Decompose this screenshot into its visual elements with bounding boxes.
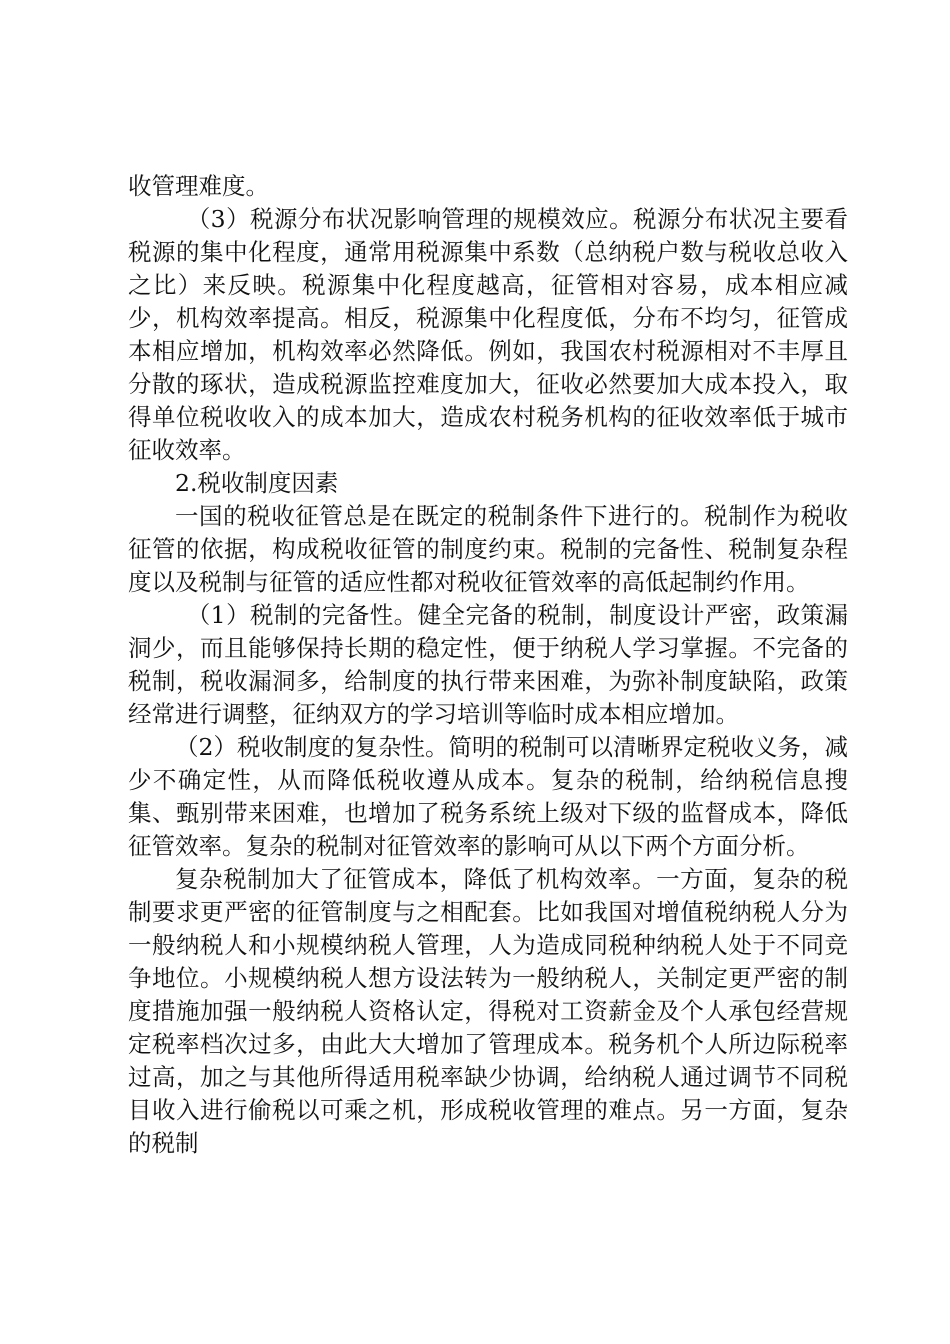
document-body [128, 170, 848, 1160]
paragraph-item-3: （3）税源分布状况影响管理的规模效应。税源分布状况主要看税源的集中化程度，通常用税源集中系数（总纳税户数与税收总收入之比）来反映。税源集中化程度越高，征管相对容易，成本相应减少，机构效率提高。相反，税源集中化程度低，分布不均匀，征管成本相应增加，机构效率必然降低。例如，我国农村税源相对不丰厚且分散的琢状，造成税源监控难度加大，征收必然要加大成本投入，取得单位税收收入的成本加大，造成农村税务机构的征收效率低于城市征收效率。 [128, 205, 848, 464]
paragraph-intro: 一国的税收征管总是在既定的税制条件下进行的。税制作为税收征管的依据，构成税收征管的制度约束。税制的完备性、税制复杂程度以及税制与征管的适应性都对税收征管效率的高低起制约作用。 [128, 502, 848, 596]
section-heading: 2.税收制度因素 [175, 469, 339, 497]
paragraph-item-1: （1）税制的完备性。健全完备的税制，制度设计严密，政策漏洞少，而且能够保持长期的稳定性，便于纳税人学习掌握。不完备的税制，税收漏洞多，给制度的执行带来困难，为弥补制度缺陷，政策经常进行调整，征纳双方的学习培训等临时成本相应增加。 [128, 601, 848, 728]
paragraph-continuation: 收管理难度。 [128, 172, 269, 200]
paragraph-complex-tax: 复杂税制加大了征管成本，降低了机构效率。一方面，复杂的税制要求更严密的征管制度与之相配套。比如我国对增值税纳税人分为一般纳税人和小规模纳税人管理，人为造成同税种纳税人处于不同竞争地位。小规模纳税人想方设法转为一般纳税人，关制定更严密的制度措施加强一般纳税人资格认定，得税对工资薪金及个人承包经营规定税率档次过多，由此大大增加了管理成本。税务机个人所边际税率过高，加之与其他所得适用税率缺少协调，给纳税人通过调节不同税目收入进行偷税以可乘之机，形成税收管理的难点。另一方面，复杂的税制 [128, 865, 848, 1157]
paragraph-item-2: （2）税收制度的复杂性。简明的税制可以清晰界定税收义务，减少不确定性，从而降低税收遵从成本。复杂的税制，给纳税信息搜集、甄别带来困难，也增加了税务系统上级对下级的监督成本，降低征管效率。复杂的税制对征管效率的影响可从以下两个方面分析。 [128, 733, 848, 860]
